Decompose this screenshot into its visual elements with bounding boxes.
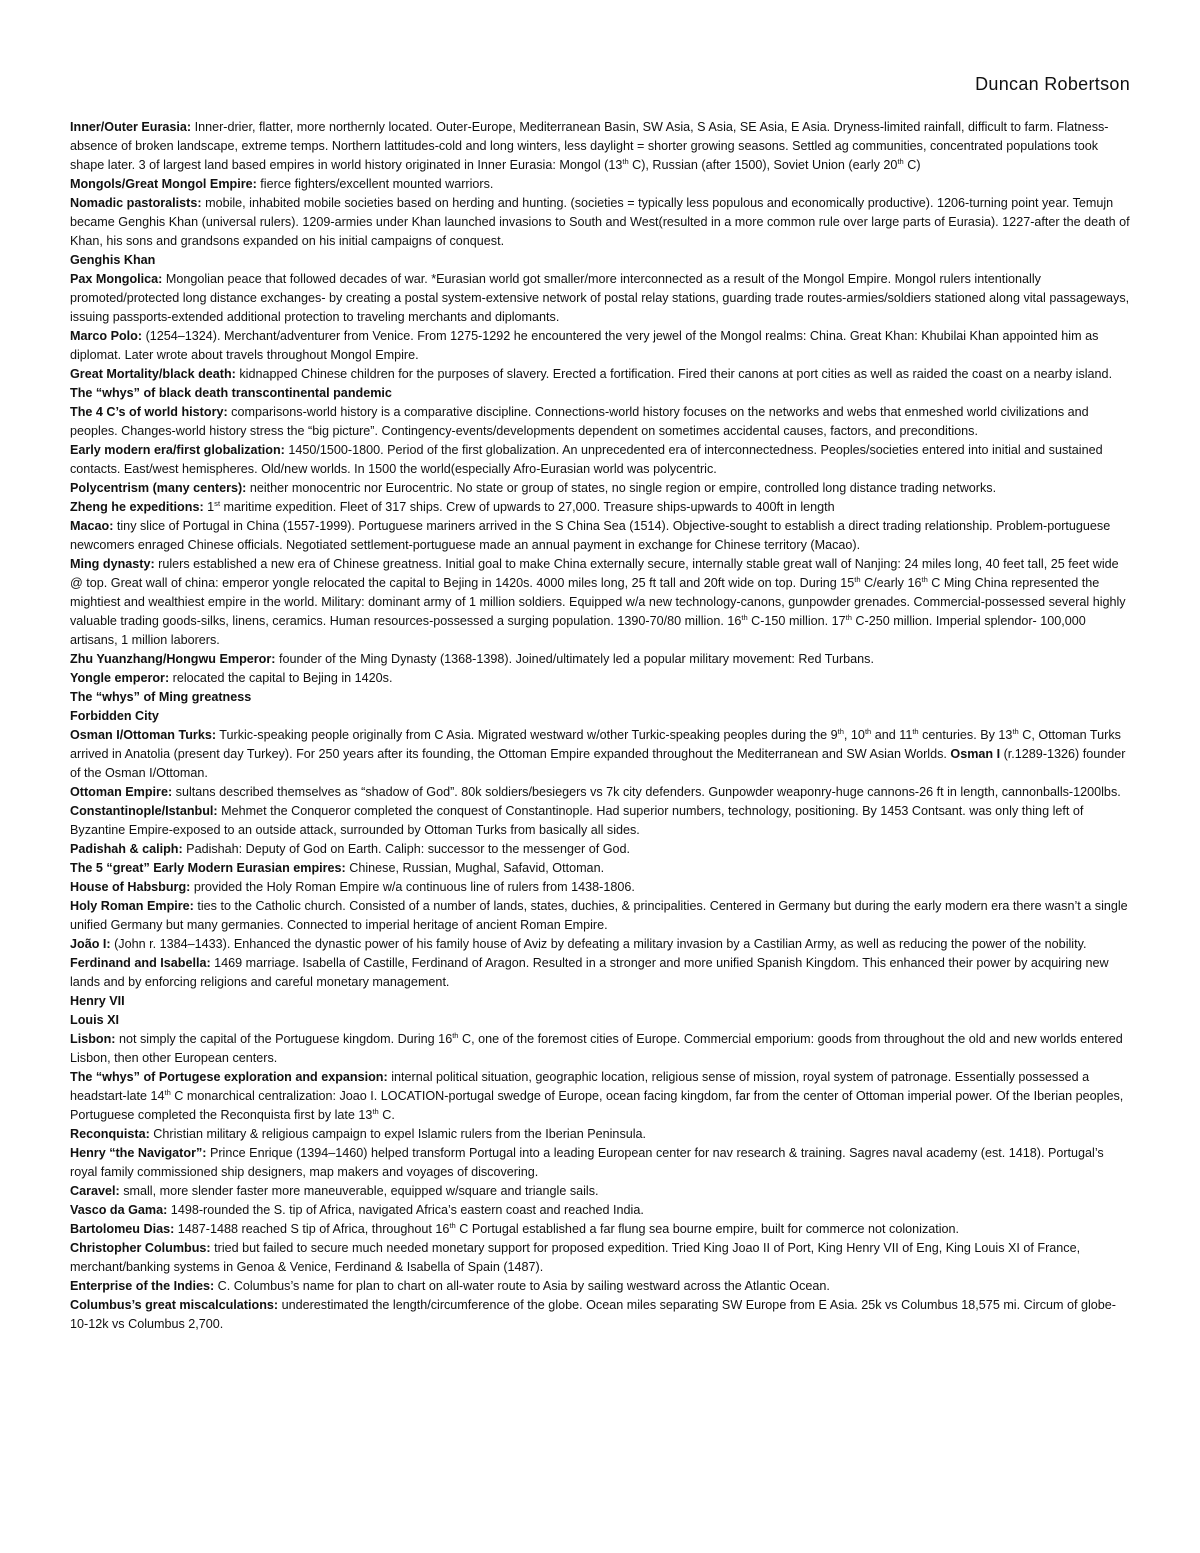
note-term: Macao:: [70, 519, 114, 533]
note-term: Zheng he expeditions:: [70, 500, 204, 514]
note-entry: [70, 175, 1132, 194]
note-entry: [70, 479, 1132, 498]
note-text: , 10: [843, 728, 865, 742]
note-inline-term: Osman I: [950, 747, 1001, 761]
note-entry: [70, 954, 1132, 992]
note-text: Mongolian peace that followed decades of war. *Eurasian world got smaller/more interconnected as a result of the Mongol Empire. Mongol rulers intentionally promoted/protected long distance exchanges- by creating a postal system-extensive network of postal relay stations, guarding trade routes-armies/soldiers stationed along vital passageways, issuing passports-extended additional protection to traveling merchants and diplomants.: [70, 272, 1130, 324]
note-term: Ferdinand and Isabella:: [70, 956, 211, 970]
note-text: (r.1289-1326) founder of the Osman I/Ottoman.: [70, 747, 1126, 780]
note-entry: [70, 840, 1132, 859]
note-text: C-150 million. 17: [747, 614, 846, 628]
note-entry: [70, 1068, 1132, 1125]
note-entry: [70, 384, 1132, 403]
note-term: Reconquista:: [70, 1127, 150, 1141]
note-text: kidnapped Chinese children for the purposes of slavery. Erected a fortification. Fired their canons at port cities as well as raided the coast on a nearby island.: [235, 367, 1113, 381]
note-entry: [70, 688, 1132, 707]
note-text: C, one of the foremost cities of Europe. Commercial emporium: goods from throughout the old and new worlds entered Lisbon, then other European centers.: [70, 1032, 1123, 1065]
note-term: Ottoman Empire:: [70, 785, 173, 799]
note-entry: [70, 1011, 1132, 1030]
note-term: Vasco da Gama:: [70, 1203, 168, 1217]
note-entry: [70, 1239, 1132, 1277]
note-text: internal political situation, geographic location, religious sense of mission, royal system of patronage. Essentially possessed a headstart-late 14: [70, 1070, 1090, 1103]
note-text: Padishah: Deputy of God on Earth. Caliph: successor to the messenger of God.: [182, 842, 630, 856]
note-entry: [70, 251, 1132, 270]
ordinal-suffix: th: [912, 726, 919, 736]
note-entry: [70, 802, 1132, 840]
ordinal-suffix: th: [164, 1087, 171, 1097]
note-entry: [70, 441, 1132, 479]
note-term: Lisbon:: [70, 1032, 116, 1046]
note-text: C): [903, 158, 921, 172]
note-entry: [70, 935, 1132, 954]
note-text: Turkic-speaking people originally from C Asia. Migrated westward w/other Turkic-speaking peoples during the 9: [216, 728, 838, 742]
note-text: provided the Holy Roman Empire w/a continuous line of rulers from 1438-1806.: [190, 880, 635, 894]
note-entry: [70, 1030, 1132, 1068]
note-text: neither monocentric nor Eurocentric. No state or group of states, no single region or empire, controlled long distance trading networks.: [246, 481, 997, 495]
note-text: 1487-1488 reached S tip of Africa, throughout 16: [174, 1222, 450, 1236]
note-text: centuries. By 13: [918, 728, 1013, 742]
note-term: The 5 “great” Early Modern Eurasian empires:: [70, 861, 346, 875]
note-entry: [70, 498, 1132, 517]
note-text: maritime expedition. Fleet of 317 ships. Crew of upwards to 27,000. Treasure ships-upwards to 400ft in length: [220, 500, 835, 514]
note-text: rulers established a new era of Chinese greatness. Initial goal to make China externally secure, internally stable great wall of Nanjing: 24 miles long, 40 feet tall, 25 feet wide @ top. Great wall of china: emperor yongle relocated the capital to Bejing in 1420s. 4000 miles long, 25 ft tall and 20ft wide on top. During 15: [70, 557, 1119, 590]
note-text: Christian military & religious campaign to expel Islamic rulers from the Iberian Peninsula.: [149, 1127, 647, 1141]
note-text: relocated the capital to Bejing in 1420s.: [169, 671, 393, 685]
note-term: Yongle emperor:: [70, 671, 170, 685]
note-text: underestimated the length/circumference of the globe. Ocean miles separating SW Europe from E Asia. 25k vs Columbus 18,575 mi. Circum of globe- 10-12k vs Columbus 2,700.: [70, 1298, 1116, 1331]
note-entry: [70, 365, 1132, 384]
note-term: Henry VII: [70, 994, 125, 1008]
note-text: Mehmet the Conqueror completed the conquest of Constantinople. Had superior numbers, technology, positioning. By 1453 Contsant. was only thing left of Byzantine Empire-exposed to an outside attack, surrounded by Ottoman Turks from basically all sides.: [70, 804, 1084, 837]
note-text: fierce fighters/excellent mounted warriors.: [256, 177, 494, 191]
note-term: Nomadic pastoralists:: [70, 196, 202, 210]
note-term: Osman I/Ottoman Turks:: [70, 728, 217, 742]
note-term: The “whys” of black death transcontinental pandemic: [70, 386, 392, 400]
note-text: (John r. 1384–1433). Enhanced the dynastic power of his family house of Aviz by defeating a military invasion by a Castilian Army, as well as reducing the power of the nobility.: [110, 937, 1087, 951]
note-term: Columbus’s great miscalculations:: [70, 1298, 279, 1312]
note-term: Genghis Khan: [70, 253, 156, 267]
ordinal-suffix: th: [372, 1106, 379, 1116]
note-text: C, Ottoman Turks arrived in Anatolia (present day Turkey). For 250 years after its founding, the Ottoman Empire expanded throughout the Mediterranean and SW Asian Worlds.: [70, 728, 1121, 761]
note-entry: [70, 1182, 1132, 1201]
note-term: Polycentrism (many centers):: [70, 481, 247, 495]
note-text: C-250 million. Imperial splendor- 100,000 artisans, 1 million laborers.: [70, 614, 1086, 647]
note-text: small, more slender faster more maneuverable, equipped w/square and triangle sails.: [119, 1184, 599, 1198]
note-text: ties to the Catholic church. Consisted of a number of lands, states, duchies, & principalities. Centered in Germany but during the early modern era there wasn’t a single unified Germany but many germanies. Connected to imperial heritage of ancient Roman Empire.: [70, 899, 1128, 932]
ordinal-suffix: st: [214, 498, 221, 508]
note-entry: [70, 669, 1132, 688]
note-term: Zhu Yuanzhang/Hongwu Emperor:: [70, 652, 276, 666]
ordinal-suffix: th: [921, 574, 928, 584]
note-text: 1450/1500-1800. Period of the first globalization. An unprecedented era of interconnectedness. Peoples/societies entered into initial and sustained contacts. East/west hemispheres. Old/new worlds. In 1500 the world(especially Afro-Eurasian world was polycentric.: [70, 443, 1103, 476]
note-text: Inner-drier, flatter, more northernly located. Outer-Europe, Mediterranean Basin, SW Asia, S Asia, SE Asia, E Asia. Dryness-limited rainfall, difficult to farm. Flatness-absence of broken landscape, extreme temps. Northern lattitudes-cold and long winters, less daylight = shorter growing seasons. Settled ag communities, concentrated populations took shape later. 3 of largest land based empires in world history originated in Inner Eurasia: Mongol (13: [70, 120, 1109, 172]
note-text: Chinese, Russian, Mughal, Safavid, Ottoman.: [345, 861, 605, 875]
note-text: not simply the capital of the Portuguese kingdom. During 16: [115, 1032, 453, 1046]
note-term: Holy Roman Empire:: [70, 899, 194, 913]
note-term: Padishah & caliph:: [70, 842, 183, 856]
note-text: sultans described themselves as “shadow of God”. 80k soldiers/besiegers vs 7k city defenders. Gunpowder weaponry-huge cannons-26 ft in length, cannonballs-1200lbs.: [172, 785, 1121, 799]
note-text: C.: [378, 1108, 395, 1122]
note-entry: [70, 555, 1132, 650]
note-term: Inner/Outer Eurasia:: [70, 120, 192, 134]
note-entry: [70, 650, 1132, 669]
ordinal-suffix: th: [864, 726, 872, 736]
note-text: C), Russian (after 1500), Soviet Union (early 20: [628, 158, 898, 172]
note-term: Ming dynasty:: [70, 557, 155, 571]
note-term: João I:: [70, 937, 111, 951]
note-term: Louis XI: [70, 1013, 119, 1027]
note-entry: [70, 726, 1132, 783]
ordinal-suffix: th: [1012, 726, 1019, 736]
note-entry: [70, 1144, 1132, 1182]
note-term: Constantinople/Istanbul:: [70, 804, 218, 818]
note-text: mobile, inhabited mobile societies based on herding and hunting. (societies = typically less populous and economically productive). 1206-turning point year. Temujn became Genghis Khan (universal rulers). 1209-armies under Khan launched invasions to South and West(resulted in a more common rule over large parts of Eurasia). 1227-after the death of Khan, his sons and grandsons expanded on his initial campaigns of conquest.: [70, 196, 1130, 248]
note-text: C Portugal established a far flung sea bourne empire, built for commerce not colonization.: [455, 1222, 960, 1236]
note-term: Enterprise of the Indies:: [70, 1279, 215, 1293]
note-text: Prince Enrique (1394–1460) helped transform Portugal into a leading European center for nav research & training. Sagres naval academy (est. 1418). Portugal’s royal family commissioned ship designers, map makers and voyages of discovering.: [70, 1146, 1104, 1179]
note-text: tried but failed to secure much needed monetary support for proposed expedition. Tried King Joao II of Port, King Henry VII of Eng, King Louis XI of France, merchant/banking systems in Genoa & Venice, Ferdinand & Isabella of Spain (1487).: [70, 1241, 1081, 1274]
note-term: Caravel:: [70, 1184, 120, 1198]
note-term: Christopher Columbus:: [70, 1241, 211, 1255]
note-term: Early modern era/first globalization:: [70, 443, 285, 457]
ordinal-suffix: th: [837, 726, 844, 736]
ordinal-suffix: th: [449, 1220, 456, 1230]
note-text: 1: [203, 500, 215, 514]
note-term: Henry “the Navigator”:: [70, 1146, 207, 1160]
note-entry: [70, 1277, 1132, 1296]
note-text: C. Columbus’s name for plan to chart on all-water route to Asia by sailing westward across the Atlantic Ocean.: [214, 1279, 830, 1293]
notes-body: [70, 118, 1132, 1334]
note-entry: [70, 1296, 1132, 1334]
note-entry: [70, 327, 1132, 365]
note-entry: [70, 517, 1132, 555]
ordinal-suffix: th: [622, 156, 629, 166]
note-entry: [70, 707, 1132, 726]
note-entry: [70, 1201, 1132, 1220]
note-text: comparisons-world history is a comparative discipline. Connections-world history focuses on the networks and webs that enmeshed world civilizations and peoples. Changes-world history stress the “big picture”. Contingency-events/developments dependent on sometimes accidental causes, factors, and preconditions.: [70, 405, 1089, 438]
note-entry: [70, 1220, 1132, 1239]
note-term: Bartolomeu Dias:: [70, 1222, 175, 1236]
note-text: (1254–1324). Merchant/adventurer from Venice. From 1275-1292 he encountered the very jewel of the Mongol realms: China. Great Khan: Khubilai Khan appointed him as diplomat. Later wrote about travels throughout Mongol Empire.: [70, 329, 1099, 362]
note-text: tiny slice of Portugal in China (1557-1999). Portuguese mariners arrived in the S China Sea (1514). Objective-sought to establish a direct trading relationship. Problem-portuguese newcomers enraged Chinese officials. Negotiated settlement-portuguese made an annual payment in exchange for Chinese territory (Macao).: [70, 519, 1111, 552]
note-term: The 4 C’s of world history:: [70, 405, 228, 419]
note-term: The “whys” of Portugese exploration and expansion:: [70, 1070, 388, 1084]
author-name: Duncan Robertson: [975, 74, 1130, 94]
ordinal-suffix: th: [741, 612, 748, 622]
note-term: Pax Mongolica:: [70, 272, 163, 286]
note-term: Marco Polo:: [70, 329, 143, 343]
note-text: C monarchical centralization: Joao I. LOCATION-portugal swedge of Europe, ocean facing kingdom, far from the center of Ottoman imperial power. Of the Iberian peoples, Portuguese completed the Reconquista first by late 13: [70, 1089, 1124, 1122]
note-entry: [70, 403, 1132, 441]
note-text: C/early 16: [860, 576, 922, 590]
note-text: C Ming China represented the mightiest and wealthiest empire in the world. Military: dominant army of 1 million soldiers. Equipped w/a new technology-canons, gunpowder grenades. Commercial-possessed several highly valuable trading goods-silks, linens, ceramics. Human resources-possessed a surging population. 1390-70/80 million. 16: [70, 576, 1126, 628]
ordinal-suffix: th: [845, 612, 852, 622]
note-text: and 11: [871, 728, 913, 742]
note-text: founder of the Ming Dynasty (1368-1398). Joined/ultimately led a popular military movement: Red Turbans.: [275, 652, 874, 666]
note-entry: [70, 878, 1132, 897]
note-term: Great Mortality/black death:: [70, 367, 236, 381]
note-entry: [70, 992, 1132, 1011]
note-term: House of Habsburg:: [70, 880, 191, 894]
note-entry: [70, 118, 1132, 175]
note-entry: [70, 270, 1132, 327]
note-text: 1469 marriage. Isabella of Castille, Ferdinand of Aragon. Resulted in a stronger and more unified Spanish Kingdom. This enhanced their power by acquiring new lands and by enforcing religions and careful monetary management.: [70, 956, 1109, 989]
note-entry: [70, 194, 1132, 251]
note-entry: [70, 897, 1132, 935]
note-entry: [70, 859, 1132, 878]
note-term: The “whys” of Ming greatness: [70, 690, 252, 704]
note-term: Forbidden City: [70, 709, 159, 723]
note-term: Mongols/Great Mongol Empire:: [70, 177, 257, 191]
note-entry: [70, 783, 1132, 802]
ordinal-suffix: th: [897, 156, 904, 166]
note-text: 1498-rounded the S. tip of Africa, navigated Africa’s eastern coast and reached India.: [167, 1203, 644, 1217]
note-entry: [70, 1125, 1132, 1144]
ordinal-suffix: th: [452, 1030, 459, 1040]
ordinal-suffix: th: [854, 574, 861, 584]
